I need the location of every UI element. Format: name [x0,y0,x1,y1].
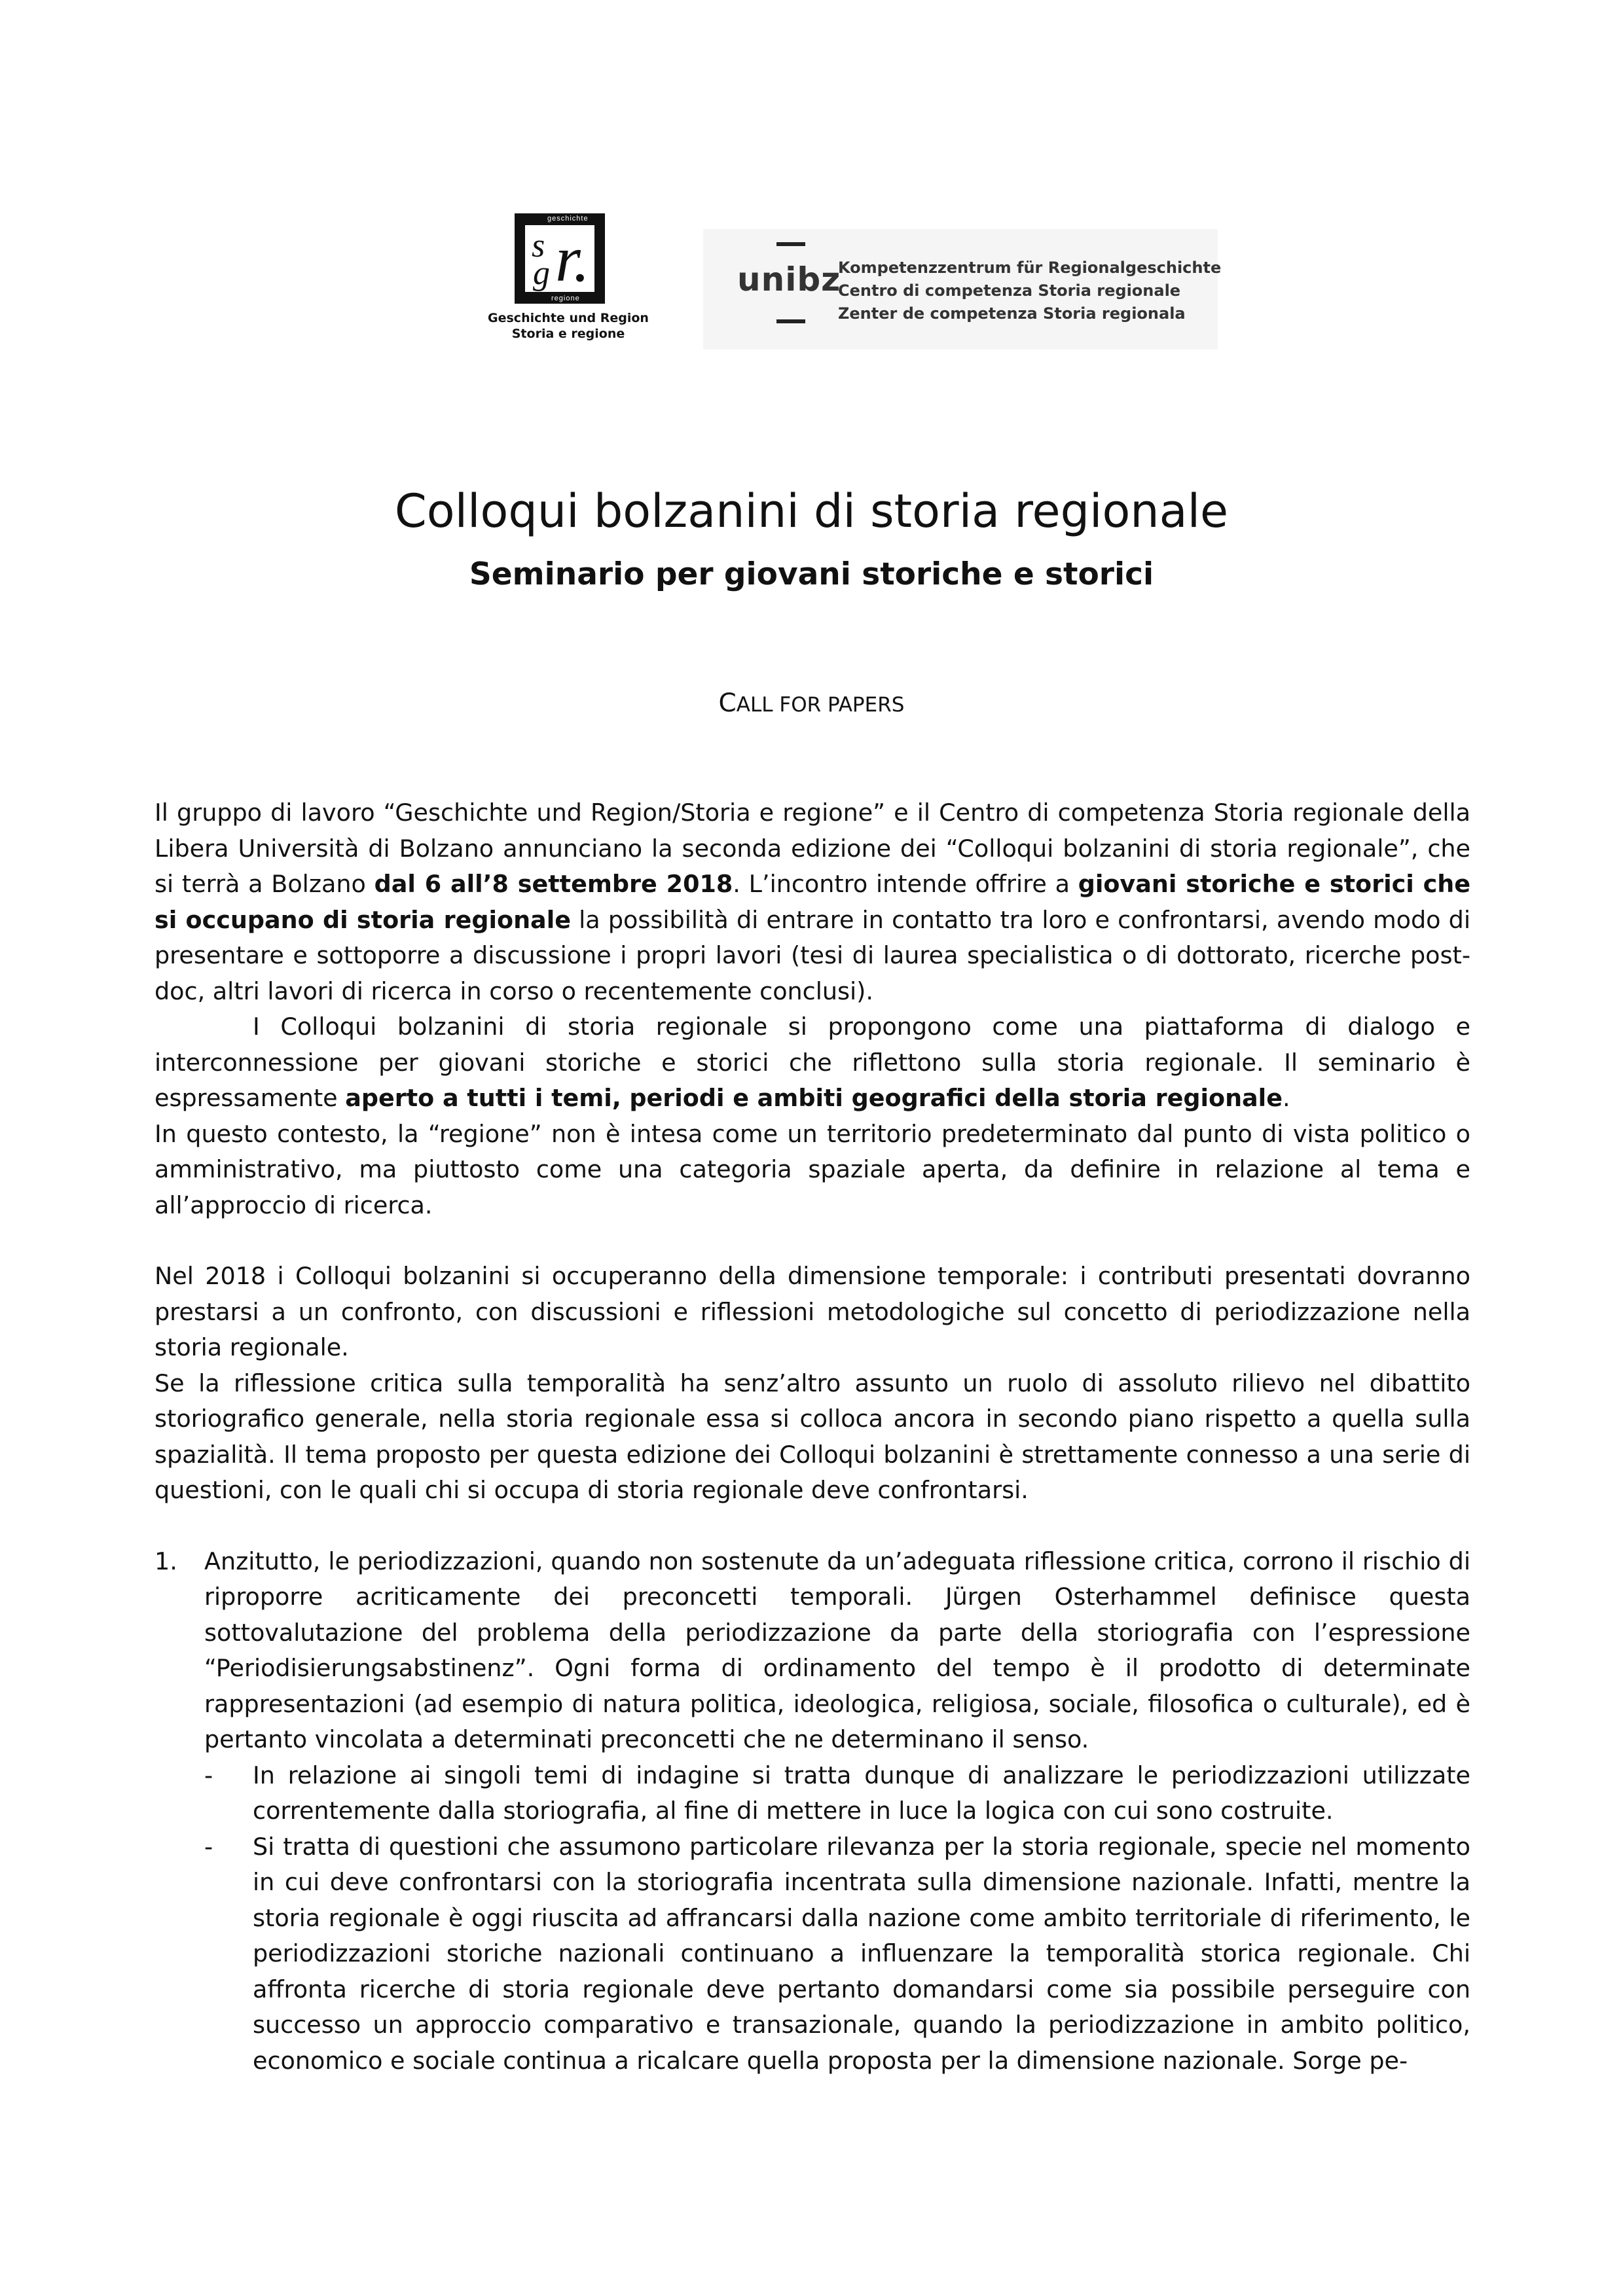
sgr-letter-r: r. [555,223,590,295]
sgr-top-text: geschichte [547,215,589,223]
unibz-line-1: Kompetenzzentrum für Regionalgeschichte [838,259,1222,277]
unibz-centre-names [838,257,1221,325]
unibz-line-3: Zenter de competenza Storia regionala [838,304,1186,323]
unibz-logo [703,229,1222,350]
paragraph-region-definition: In questo contesto, la “regione” non è intesa come un territorio predeterminato dal punto di vista politico o amministrativo, ma piuttosto come una categoria spaziale aperta, da definire in relazione al tema e all’approccio di ricerca. [155,1119,1470,1219]
document-body [155,795,1470,2079]
sgr-bottom-text: regione [551,295,580,302]
text-run: Il gruppo di lavoro “Geschichte und Region/Storia e regione” e il Centro di competenza Storia regionale della Libera Università di Bolzano annunciano la seconda edizione dei “Colloqui bolzanini di storia regionale”, che si terrà a Bolzano [155,798,1470,898]
bold-run-audience: giovani storiche e storici che si occupano di storia regionale [155,870,1470,934]
bold-run-open-themes: aperto a tutti i temi, periodi e ambiti geografici della storia regionale [345,1084,1283,1112]
sgr-caption-line1: Geschichte und Region [488,311,649,325]
unibz-bar-top [776,242,805,246]
sgr-letter-g: g [533,255,550,292]
text-run: la possibilità di entrare in contatto tra loro e confrontarsi, avendo modo di presentare e sottoporre a discussione i propri lavori (tesi di laurea specialistica o di dottorato, ricerche post-doc, altri lavori di ricerca in corso o recentemente conclusi). [155,905,1470,1005]
dash-list-item [204,1758,1470,1829]
paragraph-intro [155,795,1470,1009]
list-item-text: Anzitutto, le periodizzazioni, quando non sostenute da un’adeguata riflessione critica, corrono il rischio di riproporre acriticamente dei preconcetti temporali. Jürgen Osterhammel definisce questa sottovalutazione del problema della periodizzazione da parte della storiografia con l’espressione “Periodisierungsabstinenz”. Ogni forma di ordinamento del tempo è il prodotto di determinate rappresentazioni (ad esempio di natura politica, ideologica, religiosa, sociale, filosofica o culturale), ed è pertanto vincolata a determinati preconcetti che ne determinano il senso. [204,1547,1470,1753]
cfp-initial: C [718,689,737,718]
sgr-logo [483,213,653,344]
text-run: . [1282,1084,1290,1112]
dash-bullet: - [204,1832,213,1861]
dash-list-item [204,1829,1470,2079]
unibz-wordmark: unibz [737,260,841,298]
sgr-letter-s: s [532,227,545,264]
page-title: Colloqui bolzanini di storia regionale [394,484,1229,538]
sgr-caption-line2: Storia e regione [511,327,625,341]
sgr-letters [525,223,594,295]
dash-bullet: - [204,1761,213,1789]
sgr-caption [483,310,653,342]
dash-item-text: In relazione ai singoli temi di indagine si tratta dunque di analizzare le periodizzazioni utilizzate correntemente dalla storiografia, al fine di mettere in luce la logica con cui sono costruite. [253,1761,1470,1825]
paragraph-temporality: Se la riflessione critica sulla temporalità ha senz’altro assunto un ruolo di assoluto rilievo nel dibattito storiografico generale, nella storia regionale essa si colloca ancora in secondo piano rispetto a quella sulla spazialità. Il tema proposto per questa edizione dei Colloqui bolzanini è strettamente connesso a una serie di questioni, con le quali chi si occupa di storia regionale deve confrontarsi. [155,1369,1470,1504]
sgr-logo-mark [515,213,605,304]
bold-run-dates: dal 6 all’8 settembre 2018 [374,870,733,898]
list-item [155,1544,1470,2079]
dash-list [204,1758,1470,2079]
paragraph-platform [155,1009,1470,1117]
text-run: I Colloqui bolzanini di storia regionale si propongono come una piattaforma di dialogo e interconnessione per giovani storiche e storici che riflettono sulla storia regionale. Il seminario è espressamente [155,1013,1470,1112]
dash-item-text: Si tratta di questioni che assumono particolare rilevanza per la storia regionale, specie nel momento in cui deve confrontarsi con la storiografia incentrata sulla dimensione nazionale. Infatti, mentre la storia regionale è oggi riuscita ad affrancarsi dalla nazione come ambito territoriale di riferimento, le periodizzazioni storiche nazionali continuano a influenzare la temporalità storica regionale. Chi affronta ricerche di storia regionale deve pertanto domandarsi come sia possibile perseguire con successo un approccio comparativo e transazionale, quando la periodizzazione in ambito politico, economico e sociale continua a ricalcare quella proposta per la dimensione nazionale. Sorge pe- [253,1832,1470,2075]
list-number: 1. [155,1547,177,1575]
text-run: . L’incontro intende offrire a [733,870,1078,898]
paragraph-2018-theme: Nel 2018 i Colloqui bolzanini si occuperanno della dimensione temporale: i contributi presentati dovranno prestarsi a un confronto, con discussioni e riflessioni metodologiche sul concetto di periodizzazione nella storia regionale. [155,1262,1470,1361]
call-for-papers-heading [0,689,1623,718]
page-subtitle: Seminario per giovani storiche e storici [469,556,1154,592]
cfp-rest: ALL FOR PAPERS [736,693,905,717]
unibz-bar-bottom [776,319,805,323]
unibz-line-2: Centro di competenza Storia regionale [838,281,1181,300]
numbered-list [155,1544,1470,2079]
